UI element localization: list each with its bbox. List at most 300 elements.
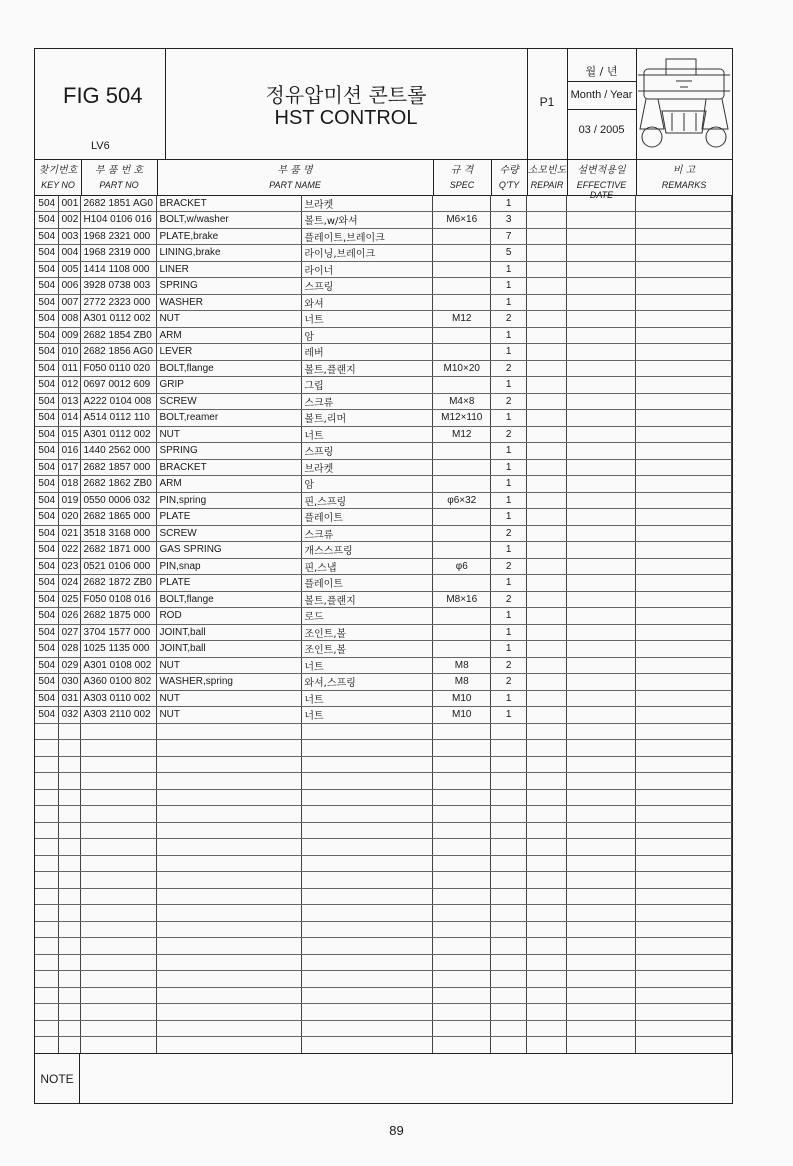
empty-cell — [567, 344, 636, 361]
empty-cell — [567, 773, 636, 790]
empty-cell — [527, 525, 567, 542]
table-row — [35, 294, 732, 311]
cell-part: 1968 2319 000 — [81, 245, 157, 262]
cell-key: 017 — [59, 459, 81, 476]
cell-qty: 1 — [491, 443, 527, 460]
cell-part: 2682 1856 AG0 — [81, 344, 157, 361]
empty-cell — [527, 426, 567, 443]
empty-cell — [81, 789, 157, 806]
empty-cell — [567, 1020, 636, 1037]
empty-cell — [491, 971, 527, 988]
table-row — [35, 311, 732, 328]
cell-spec — [433, 575, 491, 592]
cell-part: 2682 1872 ZB0 — [81, 575, 157, 592]
table-row — [35, 674, 732, 691]
empty-cell — [491, 756, 527, 773]
empty-cell — [636, 311, 732, 328]
cell-name-en: JOINT,ball — [157, 624, 302, 641]
empty-cell — [35, 905, 59, 922]
empty-cell — [567, 377, 636, 394]
cell-spec — [433, 525, 491, 542]
cell-name-en: WASHER,spring — [157, 674, 302, 691]
cell-name-en: BRACKET — [157, 459, 302, 476]
title-korean: 정유압미션 콘트롤 — [265, 83, 427, 107]
cell-key: 030 — [59, 674, 81, 691]
cell-name-kr: 너트 — [302, 690, 433, 707]
empty-cell — [636, 558, 732, 575]
cell-part: A360 0100 802 — [81, 674, 157, 691]
empty-cell — [302, 1037, 433, 1054]
empty-cell — [59, 987, 81, 1004]
empty-cell — [59, 1020, 81, 1037]
empty-cell — [157, 921, 302, 938]
empty-cell — [35, 773, 59, 790]
empty-cell — [527, 641, 567, 658]
empty-cell — [527, 657, 567, 674]
cell-spec — [433, 509, 491, 526]
empty-cell — [636, 294, 732, 311]
empty-cell — [59, 855, 81, 872]
empty-cell — [157, 987, 302, 1004]
empty-cell — [433, 954, 491, 971]
cell-name-kr: 너트 — [302, 707, 433, 724]
empty-cell — [35, 938, 59, 955]
empty-cell — [527, 261, 567, 278]
empty-cell — [567, 740, 636, 757]
model-name: LV6 — [91, 140, 110, 152]
cell-qty: 1 — [491, 492, 527, 509]
empty-cell — [35, 1020, 59, 1037]
cell-spec — [433, 608, 491, 625]
empty-cell — [491, 773, 527, 790]
empty-cell — [491, 888, 527, 905]
cell-spec: M10 — [433, 690, 491, 707]
empty-cell — [527, 393, 567, 410]
empty-cell — [567, 443, 636, 460]
empty-cell — [433, 839, 491, 856]
empty-cell — [157, 1020, 302, 1037]
empty-cell — [491, 855, 527, 872]
cell-part: 2682 1857 000 — [81, 459, 157, 476]
empty-cell — [433, 905, 491, 922]
empty-cell — [59, 740, 81, 757]
cell-qty: 2 — [491, 426, 527, 443]
empty-cell — [567, 756, 636, 773]
cell-qty: 1 — [491, 624, 527, 641]
empty-cell — [567, 608, 636, 625]
table-row — [35, 624, 732, 641]
cell-spec: M8 — [433, 674, 491, 691]
cell-spec: M8×16 — [433, 591, 491, 608]
cell-fig: 504 — [35, 542, 59, 559]
cell-qty: 2 — [491, 657, 527, 674]
table-row — [35, 278, 732, 295]
empty-cell — [527, 311, 567, 328]
empty-cell — [157, 756, 302, 773]
cell-key: 031 — [59, 690, 81, 707]
empty-cell — [157, 740, 302, 757]
empty-cell — [491, 723, 527, 740]
empty-cell — [567, 806, 636, 823]
empty-cell — [636, 195, 732, 212]
empty-cell — [636, 459, 732, 476]
cell-part: F050 0110 020 — [81, 360, 157, 377]
table-row — [35, 855, 732, 872]
cell-part: H104 0106 016 — [81, 212, 157, 229]
cell-spec: M10×20 — [433, 360, 491, 377]
table-row — [35, 954, 732, 971]
empty-cell — [636, 360, 732, 377]
empty-cell — [302, 789, 433, 806]
empty-cell — [81, 756, 157, 773]
empty-cell — [81, 921, 157, 938]
cell-qty: 1 — [491, 278, 527, 295]
empty-cell — [636, 278, 732, 295]
table-row — [35, 723, 732, 740]
cell-key: 018 — [59, 476, 81, 493]
empty-cell — [636, 261, 732, 278]
cell-key: 032 — [59, 707, 81, 724]
empty-cell — [35, 987, 59, 1004]
empty-cell — [433, 888, 491, 905]
table-row — [35, 872, 732, 889]
col-key: 찾기번호 KEY NO — [38, 165, 78, 190]
cell-fig: 504 — [35, 245, 59, 262]
empty-cell — [302, 1004, 433, 1021]
cell-key: 008 — [59, 311, 81, 328]
empty-cell — [433, 789, 491, 806]
empty-cell — [433, 921, 491, 938]
empty-cell — [35, 806, 59, 823]
empty-cell — [567, 987, 636, 1004]
empty-cell — [567, 278, 636, 295]
empty-cell — [527, 905, 567, 922]
empty-cell — [491, 1020, 527, 1037]
empty-cell — [636, 839, 732, 856]
empty-cell — [527, 938, 567, 955]
cell-name-kr: 브라켓 — [302, 195, 433, 212]
empty-cell — [567, 212, 636, 229]
empty-cell — [636, 525, 732, 542]
empty-cell — [59, 756, 81, 773]
empty-cell — [302, 938, 433, 955]
cell-key: 005 — [59, 261, 81, 278]
empty-cell — [567, 624, 636, 641]
parts-table — [35, 195, 732, 1054]
empty-cell — [302, 888, 433, 905]
table-row — [35, 756, 732, 773]
parts-list-frame — [34, 48, 733, 1104]
col-remarks: 비 고 REMARKS — [661, 165, 707, 190]
cell-name-kr: 플레이트,브레이크 — [302, 228, 433, 245]
empty-cell — [433, 756, 491, 773]
cell-name-kr: 개스스프링 — [302, 542, 433, 559]
empty-cell — [527, 624, 567, 641]
empty-cell — [81, 987, 157, 1004]
empty-cell — [636, 723, 732, 740]
table-row — [35, 921, 732, 938]
empty-cell — [636, 410, 732, 427]
empty-cell — [636, 377, 732, 394]
empty-cell — [567, 245, 636, 262]
empty-cell — [527, 707, 567, 724]
cell-qty: 1 — [491, 327, 527, 344]
page-number: 89 — [389, 1123, 404, 1138]
cell-spec: M6×16 — [433, 212, 491, 229]
cell-key: 029 — [59, 657, 81, 674]
cell-key: 024 — [59, 575, 81, 592]
empty-cell — [59, 806, 81, 823]
empty-cell — [59, 723, 81, 740]
empty-cell — [527, 789, 567, 806]
cell-fig: 504 — [35, 509, 59, 526]
cell-spec: M12×110 — [433, 410, 491, 427]
cell-part: 2772 2323 000 — [81, 294, 157, 311]
empty-cell — [81, 954, 157, 971]
cell-name-kr: 플레이트 — [302, 509, 433, 526]
empty-cell — [567, 228, 636, 245]
empty-cell — [527, 1037, 567, 1054]
cell-fig: 504 — [35, 426, 59, 443]
cell-name-en: ARM — [157, 327, 302, 344]
empty-cell — [433, 806, 491, 823]
empty-cell — [636, 1004, 732, 1021]
cell-key: 020 — [59, 509, 81, 526]
cell-name-kr: 조인트,볼 — [302, 641, 433, 658]
cell-key: 023 — [59, 558, 81, 575]
empty-cell — [567, 261, 636, 278]
cell-name-en: BOLT,w/washer — [157, 212, 302, 229]
cell-part: 1968 2321 000 — [81, 228, 157, 245]
empty-cell — [636, 674, 732, 691]
empty-cell — [567, 558, 636, 575]
cell-qty: 1 — [491, 476, 527, 493]
empty-cell — [567, 525, 636, 542]
cell-qty: 1 — [491, 641, 527, 658]
empty-cell — [433, 872, 491, 889]
empty-cell — [567, 707, 636, 724]
empty-cell — [35, 723, 59, 740]
empty-cell — [59, 971, 81, 988]
cell-part: 1414 1108 000 — [81, 261, 157, 278]
empty-cell — [527, 674, 567, 691]
cell-name-en: BOLT,flange — [157, 360, 302, 377]
cell-fig: 504 — [35, 327, 59, 344]
cell-fig: 504 — [35, 641, 59, 658]
cell-qty: 2 — [491, 558, 527, 575]
col-effective-date: 설변적용일 EFFECTIVE DATE — [576, 165, 627, 200]
empty-cell — [527, 459, 567, 476]
table-row — [35, 789, 732, 806]
cell-name-kr: 암 — [302, 476, 433, 493]
cell-qty: 3 — [491, 212, 527, 229]
empty-cell — [81, 888, 157, 905]
empty-cell — [433, 723, 491, 740]
cell-part: 0521 0106 000 — [81, 558, 157, 575]
cell-name-en: SPRING — [157, 443, 302, 460]
empty-cell — [567, 1004, 636, 1021]
cell-spec — [433, 327, 491, 344]
cell-fig: 504 — [35, 492, 59, 509]
empty-cell — [527, 278, 567, 295]
cell-name-kr: 스크류 — [302, 525, 433, 542]
empty-cell — [81, 740, 157, 757]
empty-cell — [157, 872, 302, 889]
empty-cell — [636, 888, 732, 905]
empty-cell — [157, 954, 302, 971]
cell-name-en: SPRING — [157, 278, 302, 295]
cell-name-kr: 볼트,플랜지 — [302, 591, 433, 608]
empty-cell — [527, 971, 567, 988]
empty-cell — [59, 954, 81, 971]
cell-part: 0697 0012 609 — [81, 377, 157, 394]
empty-cell — [636, 393, 732, 410]
cell-qty: 5 — [491, 245, 527, 262]
empty-cell — [302, 971, 433, 988]
empty-cell — [567, 888, 636, 905]
empty-cell — [636, 921, 732, 938]
empty-cell — [35, 1037, 59, 1054]
empty-cell — [636, 954, 732, 971]
empty-cell — [527, 855, 567, 872]
empty-cell — [567, 492, 636, 509]
empty-cell — [527, 690, 567, 707]
cell-name-en: NUT — [157, 311, 302, 328]
cell-name-kr: 볼트,플랜지 — [302, 360, 433, 377]
empty-cell — [81, 1020, 157, 1037]
empty-cell — [527, 294, 567, 311]
empty-cell — [567, 1037, 636, 1054]
empty-cell — [527, 212, 567, 229]
empty-cell — [491, 1004, 527, 1021]
table-row — [35, 905, 732, 922]
empty-cell — [59, 905, 81, 922]
empty-cell — [59, 839, 81, 856]
table-row — [35, 476, 732, 493]
cell-part: 3518 3168 000 — [81, 525, 157, 542]
table-row — [35, 987, 732, 1004]
cell-name-kr: 라이너 — [302, 261, 433, 278]
cell-spec: M4×8 — [433, 393, 491, 410]
empty-cell — [433, 773, 491, 790]
cell-fig: 504 — [35, 195, 59, 212]
empty-cell — [302, 723, 433, 740]
empty-cell — [491, 905, 527, 922]
empty-cell — [81, 971, 157, 988]
cell-fig: 504 — [35, 377, 59, 394]
empty-cell — [636, 542, 732, 559]
empty-cell — [302, 839, 433, 856]
empty-cell — [636, 426, 732, 443]
empty-cell — [636, 327, 732, 344]
empty-cell — [491, 1037, 527, 1054]
cell-part: 0550 0006 032 — [81, 492, 157, 509]
empty-cell — [433, 855, 491, 872]
table-row — [35, 459, 732, 476]
empty-cell — [157, 822, 302, 839]
cell-key: 007 — [59, 294, 81, 311]
cell-qty: 1 — [491, 459, 527, 476]
empty-cell — [636, 591, 732, 608]
empty-cell — [567, 542, 636, 559]
cell-key: 012 — [59, 377, 81, 394]
empty-cell — [35, 954, 59, 971]
cell-fig: 504 — [35, 228, 59, 245]
cell-key: 009 — [59, 327, 81, 344]
cell-fig: 504 — [35, 393, 59, 410]
empty-cell — [35, 740, 59, 757]
empty-cell — [636, 657, 732, 674]
cell-qty: 1 — [491, 410, 527, 427]
cell-spec — [433, 542, 491, 559]
empty-cell — [527, 954, 567, 971]
empty-cell — [157, 839, 302, 856]
cell-fig: 504 — [35, 261, 59, 278]
empty-cell — [636, 212, 732, 229]
cell-name-en: PIN,snap — [157, 558, 302, 575]
header-block — [35, 49, 732, 160]
cell-name-en: ROD — [157, 608, 302, 625]
cell-fig: 504 — [35, 410, 59, 427]
empty-cell — [567, 294, 636, 311]
empty-cell — [35, 789, 59, 806]
empty-cell — [527, 773, 567, 790]
empty-cell — [527, 410, 567, 427]
empty-cell — [636, 608, 732, 625]
empty-cell — [567, 360, 636, 377]
cell-name-en: ARM — [157, 476, 302, 493]
empty-cell — [636, 245, 732, 262]
cell-key: 010 — [59, 344, 81, 361]
cell-qty: 1 — [491, 575, 527, 592]
empty-cell — [527, 575, 567, 592]
cell-name-en: SCREW — [157, 393, 302, 410]
empty-cell — [567, 657, 636, 674]
cell-key: 019 — [59, 492, 81, 509]
cell-spec — [433, 641, 491, 658]
empty-cell — [567, 822, 636, 839]
cell-spec: φ6 — [433, 558, 491, 575]
empty-cell — [302, 921, 433, 938]
table-row — [35, 542, 732, 559]
cell-fig: 504 — [35, 212, 59, 229]
cell-key: 011 — [59, 360, 81, 377]
cell-name-en: LINING,brake — [157, 245, 302, 262]
empty-cell — [157, 806, 302, 823]
cell-key: 026 — [59, 608, 81, 625]
cell-name-en: PLATE,brake — [157, 228, 302, 245]
empty-cell — [567, 872, 636, 889]
cell-name-kr: 암 — [302, 327, 433, 344]
cell-name-en: NUT — [157, 707, 302, 724]
empty-cell — [567, 723, 636, 740]
empty-cell — [59, 921, 81, 938]
empty-cell — [636, 492, 732, 509]
empty-cell — [59, 1004, 81, 1021]
empty-cell — [527, 740, 567, 757]
cell-part: 1440 2562 000 — [81, 443, 157, 460]
empty-cell — [491, 740, 527, 757]
empty-cell — [491, 822, 527, 839]
cell-qty: 1 — [491, 344, 527, 361]
cell-qty: 1 — [491, 377, 527, 394]
empty-cell — [636, 624, 732, 641]
cell-name-kr: 라이닝,브레이크 — [302, 245, 433, 262]
cell-key: 001 — [59, 195, 81, 212]
empty-cell — [527, 921, 567, 938]
cell-qty: 2 — [491, 525, 527, 542]
empty-cell — [636, 707, 732, 724]
